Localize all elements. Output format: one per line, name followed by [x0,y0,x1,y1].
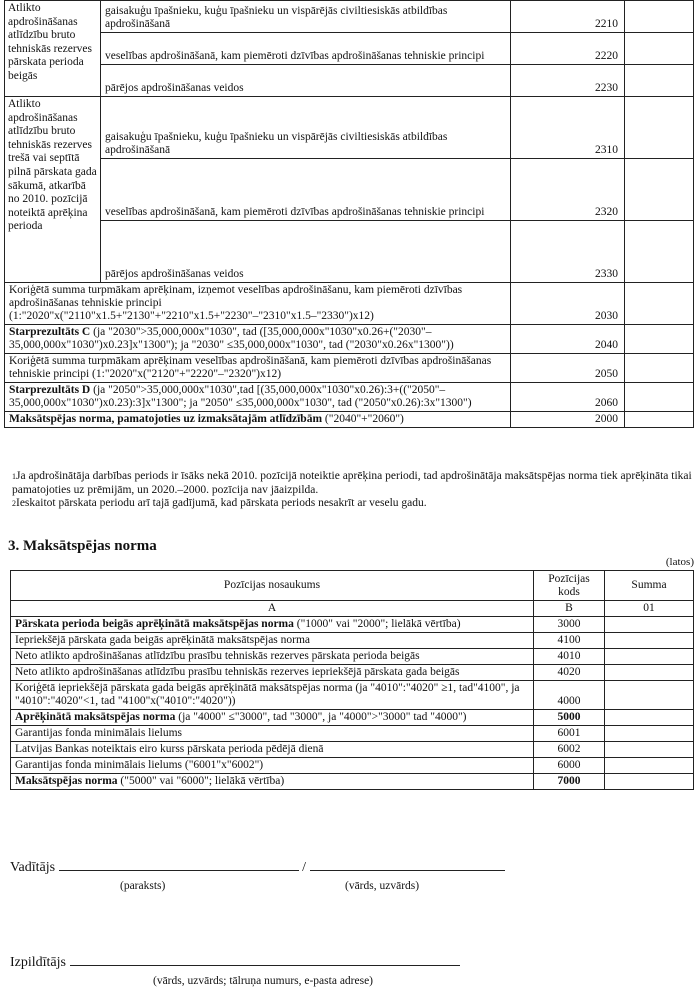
table-row [11,774,694,790]
row-text: Garantijas fonda minimālais lielums [15,727,183,739]
sum-cell[interactable] [605,742,694,758]
header-name: Pozīcijas nosaukums [11,571,534,601]
footnote [12,497,692,511]
row-name [11,649,534,665]
footnote-number: 1 [12,472,16,481]
section-title: 3. Maksātspējas norma [8,538,157,554]
row-code: 7000 [534,774,605,790]
row-code: 2330 [511,221,625,283]
row-lead: Starprezultāts D [9,384,91,396]
row-name [11,617,534,633]
row-lead: Starprezultāts C [9,326,91,338]
table-row [5,159,694,221]
sum-cell[interactable] [625,283,694,325]
row-code: 6002 [534,742,605,758]
row-name [11,774,534,790]
row-text: ("2040"+"2060") [322,413,404,425]
unit-label: (latos) [665,556,694,568]
table-row [11,633,694,649]
row-name: veselības apdrošināšanā, kam piemēroti dzīvības apdrošināšanas tehniskie principi [101,159,511,221]
row-name: pārējos apdrošināšanas veidos [101,65,511,97]
row-name [11,681,534,710]
manager-label: Vadītājs [10,860,56,875]
row-code: 2060 [511,383,625,412]
row-code: 3000 [534,617,605,633]
row-name [11,665,534,681]
sign-caption: (paraksts) [120,880,166,892]
sum-cell[interactable] [605,774,694,790]
row-name [5,412,511,428]
table-row [11,742,694,758]
table-row [5,97,694,159]
row-code: 2210 [511,1,625,33]
manager-signature-line [10,860,505,876]
row-name: gaisakuģu īpašnieku, kuģu īpašnieku un vispārējās civiltiesiskās atbildības apdrošināšanā [101,1,511,33]
row-text: Koriģētā iepriekšējā pārskata gada beigās aprēķinātā maksātspējas norma (ja "4010":"4020" ≥1, tad"4100", ja "4010":"4020"<1, tad "4100"x("4010":"4020")) [15,682,520,707]
sum-cell[interactable] [605,710,694,726]
table-row [5,65,694,97]
row-code: 2310 [511,97,625,159]
footnote [12,470,692,497]
row-text: Koriģētā summa turpmākam aprēķinam veselības apdrošināšanā, kam piemēroti dzīvības apdrošināšanas tehniskie principi (1:"2020"x("2120"+"2220"–"2320")x12) [9,355,492,380]
row-code: 2030 [511,283,625,325]
sum-cell[interactable] [605,681,694,710]
row-name [5,383,511,412]
subheader-code: B [534,601,605,617]
header-code: Pozīcijas kods [534,571,605,601]
row-text: Latvijas Bankas noteiktais eiro kurss pārskata perioda pēdējā dienā [15,743,324,755]
executor-field[interactable] [70,965,460,966]
row-text: Koriģētā summa turpmākam aprēķinam, izņemot veselības apdrošināšanu, kam piemēroti dzīvības apdrošināšanas tehniskie principi (1:"2020"x("2110"x1.5+"2130"+"2210"x1.5+"2230"–"2310"x1.5–"2330")x12) [9,284,463,322]
table-row [11,649,694,665]
subheader-name: A [11,601,534,617]
footnotes [12,470,692,511]
row-text: Neto atlikto apdrošināšanas atlīdzību prasību tehniskās rezerves iepriekšējā pārskata gada beigās [15,666,460,678]
sum-cell[interactable] [625,325,694,354]
row-code: 4100 [534,633,605,649]
row-text: Garantijas fonda minimālais lielums ("6001"x"6002") [15,759,264,771]
row-name [11,726,534,742]
row-text: Neto atlikto apdrošināšanas atlīdzību prasību tehniskās rezerves pārskata perioda beigās [15,650,420,662]
row-text: (ja "2030">35,000,000x"1030", tad ([35,000,000x"1030"x0.26+("2030"–35,000,000x"1030")x0.23]x"1300"); ja "2030" ≤35,000,000x"1030", tad ("2030"x0.26x"1300")) [9,326,454,351]
row-name [5,325,511,354]
slash: / [302,860,306,875]
table-row [5,283,694,325]
sum-cell[interactable] [625,1,694,33]
table-row [5,1,694,33]
row-name [5,283,511,325]
table-row [5,221,694,283]
sum-cell[interactable] [605,617,694,633]
sum-cell[interactable] [625,159,694,221]
row-code: 6000 [534,758,605,774]
sum-cell[interactable] [605,649,694,665]
table-row [11,617,694,633]
group-label: Atlikto apdrošināšanas atlīdzību bruto tehniskās rezerves pārskata perioda beigās [5,1,101,97]
table-row [5,354,694,383]
row-code: 2320 [511,159,625,221]
sum-cell[interactable] [605,665,694,681]
row-code: 6001 [534,726,605,742]
row-name: veselības apdrošināšanā, kam piemēroti dzīvības apdrošināšanas tehniskie principi [101,33,511,65]
table-row [5,325,694,354]
row-code: 4020 [534,665,605,681]
table-row [5,383,694,412]
signature-field[interactable] [59,870,299,871]
row-name [5,354,511,383]
footnote-text: Ja apdrošinātāja darbības periods ir īsāks nekā 2010. pozīcijā noteiktie aprēķina periodi, tad apdrošinātāja maksātspējas norma tiek aprēķināta tikai pamatojoties uz prēmijām, un 2020.–2000. pozīcija nav jāaizpilda. [12,470,692,496]
table-row [11,710,694,726]
table-row [5,412,694,428]
solvency-table [10,570,694,790]
row-text: Iepriekšējā pārskata gada beigās aprēķinātā maksātspējas norma [15,634,311,646]
sum-cell[interactable] [605,633,694,649]
row-lead: Maksātspējas norma, pamatojoties uz izmaksātajām atlīdzībām [9,413,323,425]
row-text: ("5000" vai "6000"; lielākā vērtība) [117,775,285,787]
row-name [11,742,534,758]
subheader-sum: 01 [605,601,694,617]
table-row [11,726,694,742]
executor-caption: (vārds, uzvārds; tālruņa numurs, e-pasta adrese) [153,975,374,987]
calculation-table [4,0,694,428]
sum-cell[interactable] [625,65,694,97]
group-label: Atlikto apdrošināšanas atlīdzību bruto tehniskās rezerves trešā vai septītā pilnā pārskata gada sākumā, atkarībā no 2010. pozīcijā noteiktā aprēķina perioda [5,97,101,283]
row-name [11,758,534,774]
sum-cell[interactable] [625,33,694,65]
row-text: (ja "4000" ≤"3000", tad "3000", ja "4000">"3000" tad "4000") [175,711,467,723]
row-name: gaisakuģu īpašnieku, kuģu īpašnieku un vispārējās civiltiesiskās atbildības apdrošināšanā [101,97,511,159]
row-code: 2050 [511,354,625,383]
row-text: (ja "2050">35,000,000x"1030",tad [(35,000,000x"1030"x0.26):3+(("2050"–35,000,000x"1030")x0.23):3]x"1300"; ja "2050" ≤35,000,000x"1030", tad ("2050"x0.26):3x"1300") [9,384,472,409]
row-name [11,710,534,726]
footnote-number: 2 [12,499,16,508]
executor-label: Izpildītājs [10,955,66,970]
sum-cell[interactable] [625,97,694,159]
row-name [11,633,534,649]
sum-cell[interactable] [605,726,694,742]
row-lead: Pārskata perioda beigās aprēķinātā maksātspējas norma [15,618,294,630]
table-row [11,665,694,681]
name-caption: (vārds, uzvārds) [345,880,420,892]
row-name: pārējos apdrošināšanas veidos [101,221,511,283]
row-code: 2230 [511,65,625,97]
row-code: 4000 [534,681,605,710]
header-sum: Summa [605,571,694,601]
sum-cell[interactable] [625,412,694,428]
row-code: 2220 [511,33,625,65]
row-code: 5000 [534,710,605,726]
row-lead: Maksātspējas norma [15,775,118,787]
footnote-text: Ieskaitot pārskata periodu arī tajā gadījumā, kad pārskata periods nesakrīt ar veselu gadu. [16,497,427,509]
sum-cell[interactable] [625,354,694,383]
row-text: ("1000" vai "2000"; lielākā vērtība) [293,618,461,630]
table-row [11,758,694,774]
sum-cell[interactable] [625,221,694,283]
executor-line [10,955,460,971]
sum-cell[interactable] [625,383,694,412]
row-code: 4010 [534,649,605,665]
row-lead: Aprēķinātā maksātspējas norma [15,711,176,723]
row-code: 2040 [511,325,625,354]
table-row [5,33,694,65]
table-row [11,681,694,710]
row-code: 2000 [511,412,625,428]
name-field[interactable] [310,870,505,871]
sum-cell[interactable] [605,758,694,774]
